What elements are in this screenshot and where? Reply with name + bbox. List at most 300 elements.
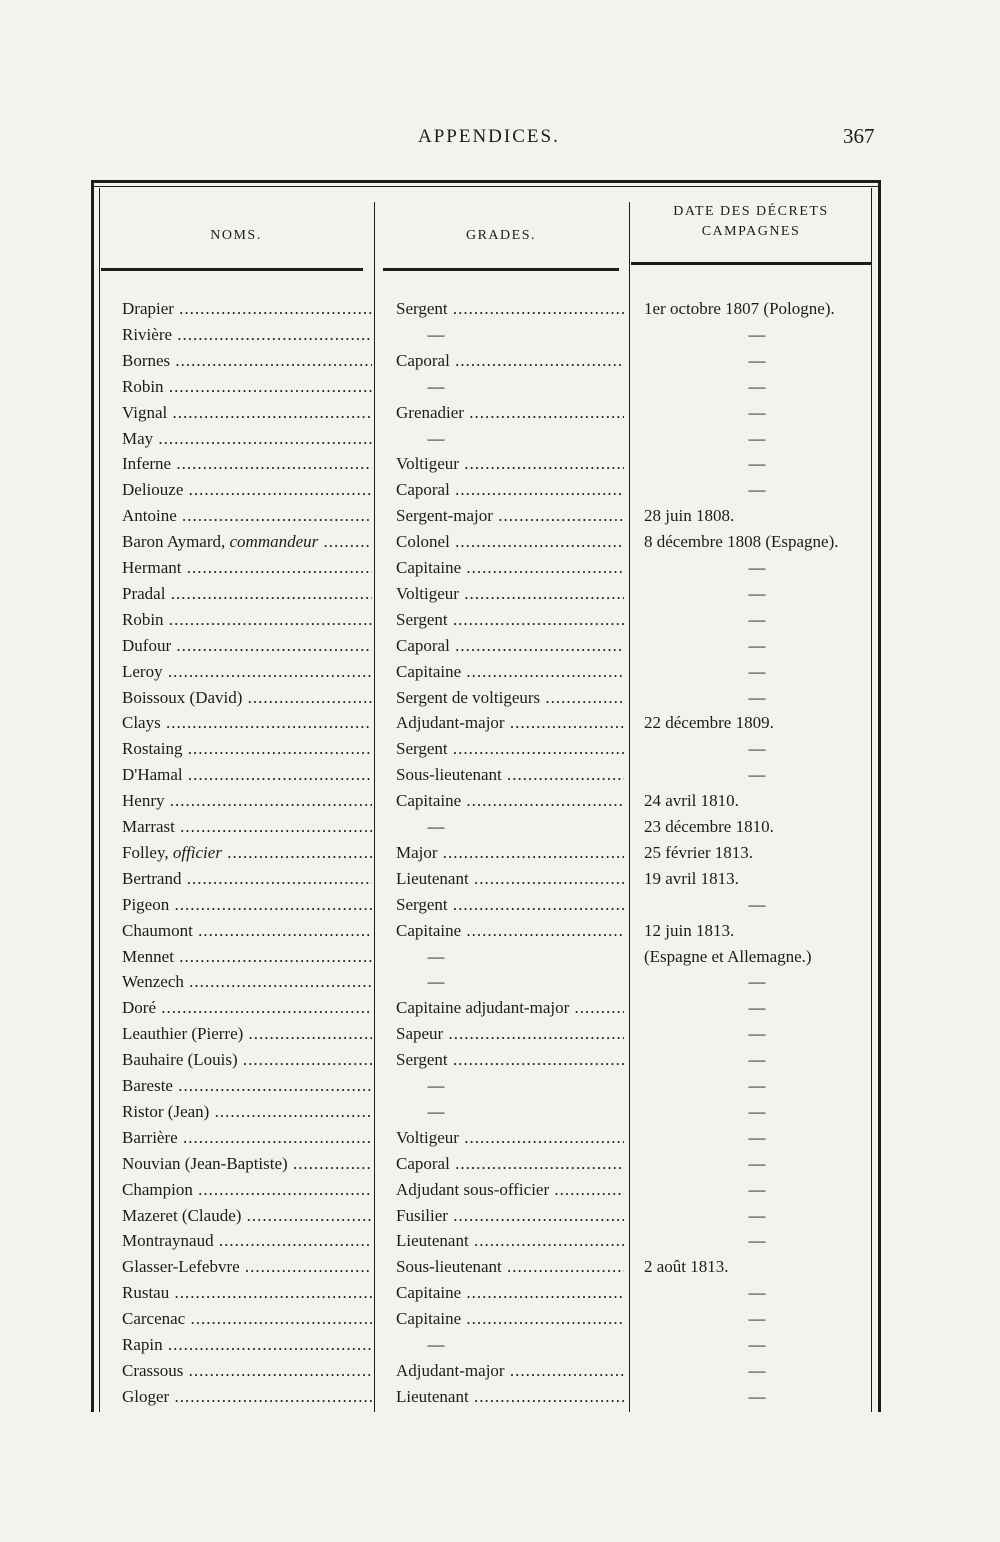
- name-text: Bauhaire (Louis): [122, 1050, 238, 1070]
- grade-text: Sergent de voltigeurs: [396, 687, 541, 707]
- date-text: —: [748, 635, 766, 655]
- name-text: Leroy: [122, 661, 163, 681]
- date-cell: [632, 581, 872, 607]
- name-text: Robin: [122, 609, 164, 629]
- table-row: [0, 1358, 1000, 1384]
- grade-text: Capitaine: [396, 1309, 462, 1329]
- name-text: Rivière: [122, 324, 173, 344]
- date-cell: [632, 918, 872, 944]
- grade-text: —: [427, 1101, 445, 1121]
- table-row: [0, 1125, 1000, 1151]
- date-text: 12 juin 1813.: [644, 920, 735, 940]
- name-cell: [122, 659, 372, 685]
- date-text: 8 décembre 1808 (Espagne).: [644, 532, 839, 552]
- name-cell: [122, 1203, 372, 1229]
- grade-cell: [396, 400, 624, 426]
- date-text: —: [748, 480, 766, 500]
- grade-text: Voltigeur: [396, 1127, 459, 1147]
- date-text: —: [748, 350, 766, 370]
- date-text: 1er octobre 1807 (Pologne).: [644, 299, 835, 318]
- grade-text: Caporal: [396, 350, 450, 370]
- date-cell: [632, 374, 872, 400]
- date-cell: [632, 1125, 872, 1151]
- date-cell: [632, 710, 872, 736]
- grade-text: Capitaine: [396, 791, 462, 811]
- date-text: 2 août 1813.: [644, 1257, 729, 1277]
- date-text: —: [748, 1309, 766, 1329]
- grade-cell: [396, 1280, 624, 1306]
- name-text: Gloger: [122, 1386, 170, 1406]
- name-text: Robin: [122, 376, 164, 396]
- column-header-dates-line2: CAMPAGNES: [701, 224, 801, 239]
- date-cell: [632, 322, 872, 348]
- name-text: Vignal: [122, 402, 168, 422]
- name-text: Inferne: [122, 454, 172, 474]
- table-row: [0, 840, 1000, 866]
- table-row: [0, 1254, 1000, 1280]
- date-cell: [632, 969, 872, 995]
- grade-text: Colonel: [396, 532, 450, 552]
- date-cell: [632, 1254, 872, 1280]
- grade-text: —: [427, 972, 445, 992]
- date-text: 24 avril 1810.: [644, 791, 739, 811]
- date-cell: [632, 1332, 872, 1358]
- table-row: [0, 348, 1000, 374]
- date-cell: [632, 400, 872, 426]
- table-row: [0, 1203, 1000, 1229]
- date-cell: [632, 529, 872, 555]
- grade-text: Sergent: [396, 894, 448, 914]
- name-cell: [122, 529, 372, 555]
- table-row: [0, 1384, 1000, 1410]
- name-text: Pradal: [122, 583, 166, 603]
- name-cell: [122, 555, 372, 581]
- page-number: 367: [843, 124, 875, 148]
- name-text: Rustau: [122, 1283, 170, 1303]
- name-cell: [122, 892, 372, 918]
- grade-text: —: [427, 1335, 445, 1354]
- date-text: —: [748, 583, 766, 603]
- grade-cell: [396, 1099, 624, 1125]
- table-row: [0, 710, 1000, 736]
- name-text: Boissoux (David): [122, 687, 243, 707]
- date-cell: [632, 1047, 872, 1073]
- table-row: [0, 374, 1000, 400]
- name-cell: [122, 814, 372, 840]
- grade-cell: [396, 1073, 624, 1099]
- grade-cell: [396, 1047, 624, 1073]
- name-cell: [122, 1228, 372, 1254]
- table-row: [0, 1228, 1000, 1254]
- grade-cell: [396, 374, 624, 400]
- date-cell: [632, 736, 872, 762]
- date-text: —: [748, 558, 766, 577]
- name-cell: [122, 477, 372, 503]
- name-text: D'Hamal: [122, 765, 183, 785]
- name-text: Carcenac: [122, 1309, 186, 1329]
- date-text: —: [748, 1335, 766, 1354]
- grade-text: Caporal: [396, 635, 450, 655]
- name-text: Mazeret (Claude): [122, 1205, 242, 1225]
- grade-text: Lieutenant: [396, 1231, 469, 1251]
- name-text: Deliouze: [122, 480, 184, 500]
- date-text: —: [748, 894, 766, 914]
- table-row: [0, 788, 1000, 814]
- name-text: Nouvian (Jean-Baptiste): [122, 1153, 288, 1173]
- table-row: [0, 918, 1000, 944]
- table-row: [0, 995, 1000, 1021]
- table-row: [0, 1099, 1000, 1125]
- grade-text: Sous-lieutenant: [396, 1257, 502, 1277]
- name-text: Pigeon: [122, 894, 170, 914]
- date-cell: [632, 944, 872, 970]
- date-cell: [632, 555, 872, 581]
- name-cell: [122, 1384, 372, 1410]
- date-cell: [632, 477, 872, 503]
- name-cell: [122, 1099, 372, 1125]
- grade-cell: [396, 1384, 624, 1410]
- date-text: 19 avril 1813.: [644, 868, 739, 888]
- table-row: [0, 1177, 1000, 1203]
- name-cell: [122, 633, 372, 659]
- name-cell: [122, 503, 372, 529]
- name-cell: [122, 918, 372, 944]
- date-cell: [632, 426, 872, 452]
- name-text: Dufour: [122, 635, 172, 655]
- grade-cell: [396, 969, 624, 995]
- name-text: Clays: [122, 713, 161, 733]
- date-text: —: [748, 324, 766, 344]
- grade-text: Caporal: [396, 1153, 450, 1173]
- date-cell: [632, 1384, 872, 1410]
- table-top-rule: [91, 180, 881, 183]
- grade-cell: [396, 633, 624, 659]
- table-row: [0, 892, 1000, 918]
- grade-text: Sergent: [396, 299, 448, 318]
- table-row: [0, 969, 1000, 995]
- name-text: Barrière: [122, 1127, 178, 1147]
- grade-cell: [396, 944, 624, 970]
- grade-text: Sergent: [396, 1050, 448, 1070]
- column-header-grades: GRADES.: [465, 228, 536, 243]
- name-text: Crassous: [122, 1360, 184, 1380]
- name-cell: [122, 322, 372, 348]
- grade-text: —: [427, 376, 445, 396]
- grade-text: —: [427, 946, 445, 966]
- name-qualifier: commandeur: [229, 532, 319, 552]
- date-text: —: [748, 1153, 766, 1173]
- date-text: —: [748, 609, 766, 629]
- date-text: —: [748, 1050, 766, 1070]
- name-cell: [122, 1047, 372, 1073]
- name-text: Folley,: [122, 842, 169, 862]
- grade-text: Capitaine: [396, 1283, 462, 1303]
- date-text: —: [748, 1386, 766, 1406]
- grade-cell: [396, 1358, 624, 1384]
- name-cell: [122, 788, 372, 814]
- column-header-dates: [636, 204, 866, 240]
- table-row: [0, 296, 1000, 322]
- name-cell: [122, 1306, 372, 1332]
- date-cell: [632, 685, 872, 711]
- column-header-names: NOMS.: [210, 228, 262, 243]
- grade-cell: [396, 1125, 624, 1151]
- name-text: Rapin: [122, 1335, 163, 1354]
- table-row: [0, 659, 1000, 685]
- grade-cell: [396, 710, 624, 736]
- table-row: [0, 503, 1000, 529]
- name-cell: [122, 581, 372, 607]
- date-text: —: [748, 1231, 766, 1251]
- name-text: Hermant: [122, 558, 182, 577]
- table-row: [0, 944, 1000, 970]
- grade-cell: [396, 1228, 624, 1254]
- grade-text: Adjudant sous-officier: [396, 1179, 550, 1199]
- grade-text: Sergent: [396, 609, 448, 629]
- date-cell: [632, 995, 872, 1021]
- name-cell: [122, 1254, 372, 1280]
- grade-cell: [396, 503, 624, 529]
- name-text: Marrast: [122, 817, 175, 836]
- date-text: 28 juin 1808.: [644, 506, 735, 526]
- name-cell: [122, 1358, 372, 1384]
- table-row: [0, 762, 1000, 788]
- grade-text: —: [427, 817, 445, 836]
- name-cell: [122, 995, 372, 1021]
- grade-text: Major: [396, 842, 438, 862]
- date-text: —: [748, 1179, 766, 1199]
- name-text: Chaumont: [122, 920, 193, 940]
- header-rule-dates: [631, 262, 871, 265]
- name-cell: [122, 426, 372, 452]
- grade-cell: [396, 1254, 624, 1280]
- table-row: [0, 581, 1000, 607]
- name-cell: [122, 1177, 372, 1203]
- name-text: Doré: [122, 998, 156, 1018]
- name-text: Wenzech: [122, 972, 184, 992]
- grade-cell: [396, 529, 624, 555]
- date-text: —: [748, 998, 766, 1018]
- name-text: Rostaing: [122, 739, 183, 759]
- date-text: —: [748, 1205, 766, 1225]
- table-row: [0, 1332, 1000, 1358]
- table-row: [0, 426, 1000, 452]
- date-cell: [632, 503, 872, 529]
- date-cell: [632, 1151, 872, 1177]
- date-cell: [632, 788, 872, 814]
- date-cell: [632, 1306, 872, 1332]
- date-cell: [632, 1073, 872, 1099]
- table-row: [0, 685, 1000, 711]
- grade-cell: [396, 1332, 624, 1358]
- running-title: APPENDICES.: [418, 126, 560, 147]
- name-cell: [122, 1151, 372, 1177]
- date-cell: [632, 607, 872, 633]
- grade-cell: [396, 296, 624, 322]
- name-cell: [122, 1280, 372, 1306]
- date-cell: [632, 892, 872, 918]
- date-text: —: [748, 1283, 766, 1303]
- grade-cell: [396, 451, 624, 477]
- grade-cell: [396, 555, 624, 581]
- table-row: [0, 1280, 1000, 1306]
- header-rule-grades: [383, 268, 619, 271]
- grade-text: Lieutenant: [396, 868, 469, 888]
- name-cell: [122, 710, 372, 736]
- grade-cell: [396, 426, 624, 452]
- name-cell: [122, 1125, 372, 1151]
- grade-text: —: [427, 324, 445, 344]
- date-text: 22 décembre 1809.: [644, 713, 774, 733]
- date-text: —: [748, 765, 766, 785]
- grade-text: Capitaine: [396, 558, 462, 577]
- date-cell: [632, 1203, 872, 1229]
- date-text: (Espagne et Allemagne.): [644, 946, 812, 966]
- table-row: [0, 477, 1000, 503]
- table-row: [0, 633, 1000, 659]
- table-row: [0, 555, 1000, 581]
- grade-cell: [396, 892, 624, 918]
- grade-text: Capitaine: [396, 920, 462, 940]
- table-row: [0, 814, 1000, 840]
- date-cell: [632, 1280, 872, 1306]
- date-text: —: [748, 1076, 766, 1095]
- grade-cell: [396, 607, 624, 633]
- grade-text: Grenadier: [396, 402, 464, 422]
- name-qualifier: officier: [172, 842, 222, 862]
- date-cell: [632, 1177, 872, 1203]
- table-top-rule-thin: [91, 186, 881, 187]
- table-row: [0, 1151, 1000, 1177]
- grade-cell: [396, 1306, 624, 1332]
- name-text: Baron Aymard,: [122, 532, 226, 552]
- grade-cell: [396, 918, 624, 944]
- name-cell: [122, 840, 372, 866]
- grade-cell: [396, 762, 624, 788]
- table-row: [0, 866, 1000, 892]
- date-cell: [632, 1099, 872, 1125]
- date-text: —: [748, 428, 766, 448]
- grade-text: Capitaine adjudant-major: [396, 998, 570, 1018]
- column-header-dates-line1: DATE DES DÉCRETS: [673, 204, 829, 219]
- date-text: —: [748, 1360, 766, 1380]
- grade-cell: [396, 348, 624, 374]
- name-cell: [122, 762, 372, 788]
- grade-text: —: [427, 428, 445, 448]
- grade-cell: [396, 477, 624, 503]
- header-rule-names: [101, 268, 363, 271]
- grade-text: Capitaine: [396, 661, 462, 681]
- date-text: —: [748, 661, 766, 681]
- grade-cell: [396, 659, 624, 685]
- grade-cell: [396, 736, 624, 762]
- name-cell: [122, 400, 372, 426]
- name-text: Champion: [122, 1179, 193, 1199]
- name-text: Ristor (Jean): [122, 1101, 210, 1121]
- date-text: —: [748, 1127, 766, 1147]
- name-cell: [122, 607, 372, 633]
- grade-cell: [396, 995, 624, 1021]
- grade-text: Voltigeur: [396, 454, 459, 474]
- date-text: —: [748, 1101, 766, 1121]
- date-cell: [632, 1358, 872, 1384]
- name-text: Montraynaud: [122, 1231, 214, 1251]
- date-text: —: [748, 972, 766, 992]
- date-cell: [632, 814, 872, 840]
- date-cell: [632, 840, 872, 866]
- table-row: [0, 1047, 1000, 1073]
- name-cell: [122, 1332, 372, 1358]
- name-cell: [122, 866, 372, 892]
- name-text: Glasser-Lefebvre: [122, 1257, 240, 1277]
- table-row: [0, 529, 1000, 555]
- table-row: [0, 1306, 1000, 1332]
- name-cell: [122, 1021, 372, 1047]
- date-cell: [632, 348, 872, 374]
- table-row: [0, 1073, 1000, 1099]
- grade-cell: [396, 840, 624, 866]
- date-cell: [632, 633, 872, 659]
- grade-text: Sergent-major: [396, 506, 493, 526]
- grade-cell: [396, 1177, 624, 1203]
- name-text: Henry: [122, 791, 165, 811]
- grade-cell: [396, 322, 624, 348]
- name-text: Leauthier (Pierre): [122, 1024, 244, 1044]
- grade-text: Sapeur: [396, 1024, 444, 1044]
- grade-text: Caporal: [396, 480, 450, 500]
- name-cell: [122, 348, 372, 374]
- date-text: —: [748, 376, 766, 396]
- table-row: [0, 607, 1000, 633]
- running-head: [0, 126, 1000, 156]
- grade-cell: [396, 581, 624, 607]
- name-text: Bornes: [122, 350, 171, 370]
- date-cell: [632, 1021, 872, 1047]
- date-cell: [632, 1228, 872, 1254]
- date-text: —: [748, 454, 766, 474]
- grade-cell: [396, 1151, 624, 1177]
- name-text: Drapier: [122, 299, 174, 318]
- table-row: [0, 451, 1000, 477]
- grade-cell: [396, 866, 624, 892]
- name-text: Mennet: [122, 946, 174, 966]
- name-text: Antoine: [122, 506, 177, 526]
- grade-text: Lieutenant: [396, 1386, 469, 1406]
- name-cell: [122, 451, 372, 477]
- name-cell: [122, 374, 372, 400]
- date-cell: [632, 451, 872, 477]
- table-row: [0, 1021, 1000, 1047]
- table-row: [0, 736, 1000, 762]
- table-row: [0, 400, 1000, 426]
- date-text: 25 février 1813.: [644, 842, 754, 862]
- date-text: 23 décembre 1810.: [644, 817, 774, 836]
- date-cell: [632, 659, 872, 685]
- grade-text: Voltigeur: [396, 583, 459, 603]
- date-text: —: [748, 687, 766, 707]
- date-text: —: [748, 402, 766, 422]
- name-cell: [122, 685, 372, 711]
- grade-text: Adjudant-major: [396, 1360, 505, 1380]
- date-text: —: [748, 1024, 766, 1044]
- name-text: May: [122, 428, 154, 448]
- grade-cell: [396, 685, 624, 711]
- date-cell: [632, 866, 872, 892]
- grade-text: —: [427, 1076, 445, 1095]
- name-cell: [122, 944, 372, 970]
- name-cell: [122, 969, 372, 995]
- grade-cell: [396, 1021, 624, 1047]
